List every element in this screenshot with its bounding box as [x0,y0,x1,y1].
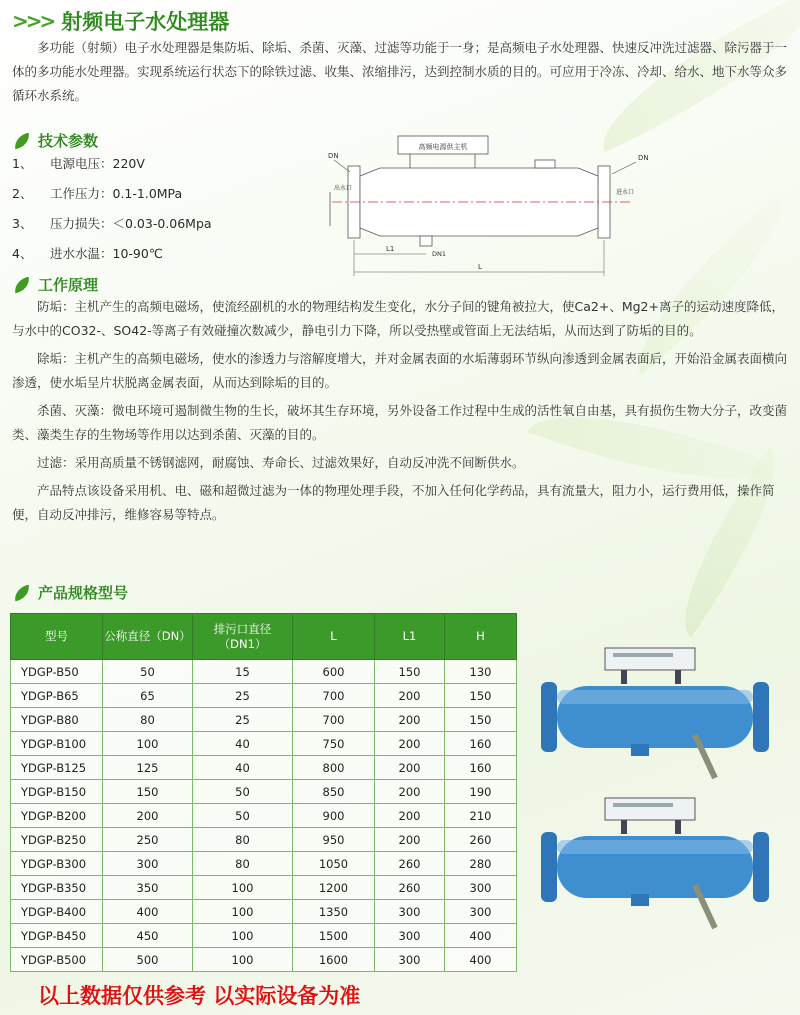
leaf-icon [13,276,31,293]
value-cell: 450 [103,924,193,948]
value-cell: 40 [193,732,293,756]
value-cell: 100 [193,900,293,924]
model-cell: YDGP-B300 [11,852,103,876]
value-cell: 400 [445,924,517,948]
svg-text:DN1: DN1 [432,250,447,258]
section-title: 技术参数 [38,132,99,150]
value-cell: 130 [445,660,517,684]
model-cell: YDGP-B250 [11,828,103,852]
value-cell: 40 [193,756,293,780]
value-cell: 150 [445,708,517,732]
table-row [11,804,517,828]
value-cell: 150 [445,684,517,708]
principle-body [12,295,787,527]
value-cell: 750 [293,732,375,756]
table-row [11,828,517,852]
value-cell: 50 [193,780,293,804]
table-row [11,948,517,972]
value-cell: 50 [103,660,193,684]
value-cell: 300 [375,924,445,948]
spec-item: 3、 压力损失：＜0.03-0.06Mpa [12,216,212,231]
value-cell: 950 [293,828,375,852]
model-cell: YDGP-B80 [11,708,103,732]
value-cell: 125 [103,756,193,780]
value-cell: 210 [445,804,517,828]
technical-diagram [320,130,680,280]
principle-paragraph: 杀菌、灭藻：微电环境可遏制微生物的生长，破坏其生存环境，另外设备工作过程中生成的活性氧自由基，具有损伤生物大分子，改变菌类、藻类生存的生物场等作用以达到杀菌、灭藻的目的。 [12,403,788,442]
model-cell: YDGP-B150 [11,780,103,804]
value-cell: 150 [103,780,193,804]
table-row [11,660,517,684]
value-cell: 200 [375,708,445,732]
value-cell: 250 [103,828,193,852]
value-cell: 100 [103,732,193,756]
value-cell: 150 [375,660,445,684]
principle-paragraph: 除垢：主机产生的高频电磁场，使水的渗透力与溶解度增大，并对金属表面的水垢薄弱环节纵向渗透到金属表面后，开始沿金属表面横向渗透，使水垢呈片状脱离金属表面，从而达到除垢的目的。 [12,351,788,390]
table-header-row [11,614,517,660]
value-cell: 350 [103,876,193,900]
value-cell: 260 [375,852,445,876]
leaf-icon [13,584,31,601]
column-header: H [445,614,517,660]
value-cell: 200 [103,804,193,828]
value-cell: 200 [375,684,445,708]
model-cell: YDGP-B125 [11,756,103,780]
spec-item: 4、 进水水温：10-90℃ [12,246,163,261]
value-cell: 1200 [293,876,375,900]
disclaimer-text: 以上数据仅供参考 以实际设备为准 [38,984,361,1008]
value-cell: 260 [375,876,445,900]
section-tech-header [14,130,98,151]
value-cell: 800 [293,756,375,780]
value-cell: 100 [193,948,293,972]
value-cell: 1050 [293,852,375,876]
value-cell: 200 [375,828,445,852]
value-cell: 190 [445,780,517,804]
value-cell: 700 [293,684,375,708]
value-cell: 850 [293,780,375,804]
diagram-box-label: 高频电源供主机 [418,143,468,151]
value-cell: 25 [193,708,293,732]
model-cell: YDGP-B450 [11,924,103,948]
model-cell: YDGP-B50 [11,660,103,684]
value-cell: 600 [293,660,375,684]
value-cell: 25 [193,684,293,708]
section-title: 产品规格型号 [38,584,129,602]
value-cell: 900 [293,804,375,828]
value-cell: 1350 [293,900,375,924]
device-photo [535,790,785,930]
value-cell: 260 [445,828,517,852]
column-header: 公称直径（DN） [103,614,193,660]
intro-paragraph: 多功能（射频）电子水处理器是集防垢、除垢、杀菌、灭藻、过滤等功能于一身；是高频电子水处理器、快速反冲洗过滤器、除污器于一体的多功能水处理器。实现系统运行状态下的除铁过滤、收集、浓缩排污，达到控制水质的目的。可应用于冷冻、冷却、给水、地下水等众多循环水系统。 [12,40,788,103]
value-cell: 100 [193,876,293,900]
svg-text:DN: DN [328,152,339,160]
spec-item: 1、 电源电压：220V [12,156,145,171]
value-cell: 300 [103,852,193,876]
value-cell: 80 [193,852,293,876]
value-cell: 300 [375,900,445,924]
value-cell: 160 [445,756,517,780]
model-cell: YDGP-B350 [11,876,103,900]
value-cell: 200 [375,732,445,756]
page-header [12,6,229,36]
table-row [11,708,517,732]
svg-text:DN: DN [638,154,649,162]
svg-text:L: L [478,263,482,271]
svg-text:L1: L1 [386,245,395,253]
leaf-icon [13,132,31,149]
value-cell: 200 [375,780,445,804]
value-cell: 100 [193,924,293,948]
model-cell: YDGP-B400 [11,900,103,924]
table-row [11,852,517,876]
value-cell: 200 [375,756,445,780]
value-cell: 15 [193,660,293,684]
table-row [11,876,517,900]
table-row [11,684,517,708]
value-cell: 280 [445,852,517,876]
value-cell: 80 [103,708,193,732]
model-cell: YDGP-B65 [11,684,103,708]
chevrons-icon: >>> [12,9,54,33]
principle-paragraph: 防垢：主机产生的高频电磁场，使流经副机的水的物理结构发生变化，水分子间的键角被拉大，使Ca2+、Mg2+离子的运动速度降低，与水中的CO32-、SO42-等离子有效碰撞次数减少，静电引力下降，所以受热壁或管面上无法结垢，从而达到了防垢的目的。 [12,299,784,338]
model-cell: YDGP-B500 [11,948,103,972]
value-cell: 200 [375,804,445,828]
model-cell: YDGP-B100 [11,732,103,756]
page-title: 射频电子水处理器 [61,10,230,34]
value-cell: 400 [445,948,517,972]
model-cell: YDGP-B200 [11,804,103,828]
column-header: L1 [375,614,445,660]
column-header: 排污口直径（DN1） [193,614,293,660]
value-cell: 50 [193,804,293,828]
table-row [11,924,517,948]
svg-text:出水口: 出水口 [334,185,353,192]
value-cell: 300 [445,900,517,924]
value-cell: 160 [445,732,517,756]
value-cell: 300 [375,948,445,972]
principle-paragraph: 过滤：采用高质量不锈钢滤网，耐腐蚀、寿命长、过滤效果好，自动反冲洗不间断供水。 [37,455,525,470]
section-principle-header [14,274,98,295]
table-row [11,780,517,804]
table-row [11,756,517,780]
value-cell: 1600 [293,948,375,972]
column-header: 型号 [11,614,103,660]
spec-item: 2、 工作压力：0.1-1.0MPa [12,186,183,201]
value-cell: 400 [103,900,193,924]
table-row [11,732,517,756]
spec-table [10,613,517,972]
value-cell: 500 [103,948,193,972]
principle-paragraph: 产品特点该设备采用机、电、磁和超微过滤为一体的物理处理手段，不加入任何化学药品，具有流量大，阻力小，运行费用低，操作简便，自动反冲排污，维修容易等特点。 [12,483,775,522]
svg-text:进水口: 进水口 [616,189,635,196]
section-models-header [14,582,128,603]
value-cell: 80 [193,828,293,852]
value-cell: 300 [445,876,517,900]
column-header: L [293,614,375,660]
section-title: 工作原理 [38,276,99,294]
value-cell: 1500 [293,924,375,948]
value-cell: 700 [293,708,375,732]
value-cell: 65 [103,684,193,708]
table-row [11,900,517,924]
device-photo [535,640,785,780]
